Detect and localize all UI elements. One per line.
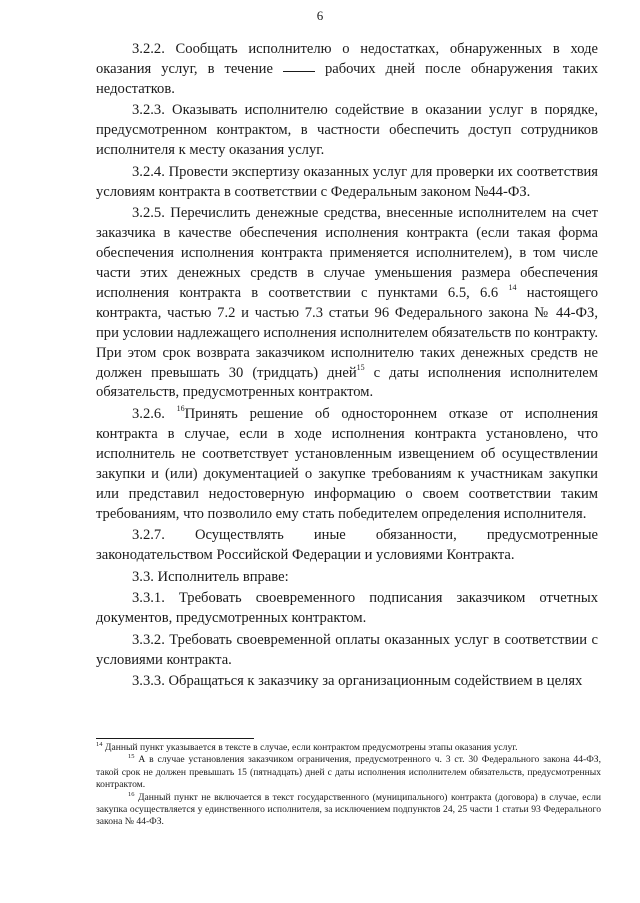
footnote-text: Данный пункт указывается в тексте в случае, если контрактом предусмотрены этапы оказания услуг. [102,742,518,753]
clause-3-2-5-text-1: 3.2.5. Перечислить денежные средства, внесенные исполнителем на счет заказчика в качестве обеспечения исполнения контракта (если такая форма обеспечения исполнения контракта применяется исполнителем), в том числе части этих денежных средств в случае уменьшения размера обеспечения исполнения контракта в соответствии с пунктами 6.5, 6.6 [96,205,598,301]
footnote-text: Данный пункт не включается в текст государственного (муниципального) контракта (договора) в случае, если закупка осуществляется у единственного исполнителя, за исключением подпунктов 24, 25 части 1 статьи 93 Федерального закона № 44-ФЗ. [96,791,601,828]
clause-3-2-2-text-end: рабочих дней после обнаружения таких недостатков. [96,60,599,97]
clause-3-2-2-text: 3.2.2. Сообщать исполнителю о недостатках, обнаруженных в ходе оказания услуг, в течение [96,41,598,77]
clause-3-2-5-text-2: настоящего контракта, частью 7.2 и частью 7.3 статьи 96 Федерального закона № 44-ФЗ, при условии надлежащего исполнения исполнителем обязательств по контракту. При этом срок возврата заказчиком исполнителю таких денежных средств не должен превышать 30 (тридцать) дней [96,284,599,381]
clause-3-3-3: 3.3.3. Обращаться к заказчику за организационным содействием в целях [132,673,583,690]
footnote-number: 16 [128,790,135,798]
footnote-14 [96,742,601,754]
footnote-text: А в случае установления заказчиком ограничения, предусмотренного ч. 3 ст. 30 Федерального закона 44-ФЗ, такой срок не должен превышать 15 (пятнадцать) дней с даты исполнения исполнителем обязательств, предусмотренных контрактом. [96,754,601,791]
footnote-15 [96,754,601,791]
clause-3-3-1: 3.3.1. Требовать своевременного подписания заказчиком отчетных документов, предусмотренных контрактом. [96,590,598,627]
clause-3-2-6-number: 3.2.6. [132,406,177,423]
clause-3-2-6 [96,405,598,524]
clause-3-3-2: 3.3.2. Требовать своевременной оплаты оказанных услуг в соответствии с условиями контракта. [96,631,598,668]
section-3-3-heading: 3.3. Исполнитель вправе: [132,568,289,585]
footnote-ref-15[interactable]: 15 [356,362,365,372]
clause-3-2-7: 3.2.7. Осуществлять иные обязанности, предусмотренные законодательством Российской Федерации и условиями Контракта. [96,527,598,564]
footnotes [96,742,601,829]
document-body [96,40,598,692]
clause-3-2-2 [96,40,598,100]
blank-days-field [283,70,315,72]
footnote-16 [96,792,601,829]
footnote-divider [96,738,254,739]
clause-3-2-5-text-3: с даты исполнения исполнителем обязательств, предусмотренных контрактом. [96,364,598,401]
clause-3-2-5 [96,204,598,403]
page-number: 6 [316,8,324,23]
clause-3-2-6-text: Принять решение об одностороннем отказе от исполнения контракта в случае, если в ходе исполнения контракта установлено, что исполнитель не соответствует установленным извещением об осуществлении закупки и (или) документацией о закупке требованиям к участникам закупки или представил недостоверную информацию о своем соответствии таким требованиям, что позволило ему стать победителем определения исполнителя. [96,406,599,522]
footnote-number: 14 [96,741,103,748]
clause-3-2-4: 3.2.4. Провести экспертизу оказанных услуг для проверки их соответствия условиям контракта в соответствии с Федеральным законом №44-ФЗ. [96,163,598,200]
footnote-number: 15 [128,753,135,761]
footnote-ref-16[interactable]: 16 [176,404,185,414]
footnote-ref-14[interactable]: 14 [508,282,517,292]
clause-3-2-3: 3.2.3. Оказывать исполнителю содействие в оказании услуг в порядке, предусмотренном контрактом, в частности обеспечить доступ сотрудников исполнителя к месту оказания услуг. [96,102,598,159]
